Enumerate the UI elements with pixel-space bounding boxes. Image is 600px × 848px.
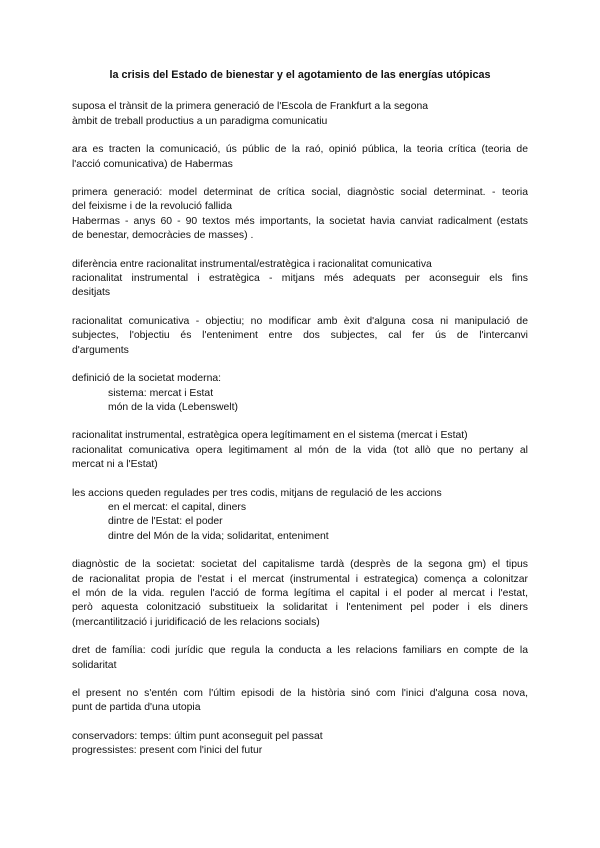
text-line: solidaritat bbox=[72, 659, 117, 671]
text-line: Habermas - anys 60 - 90 textos més importants, la societat havia canviat radicalment (estats bbox=[72, 215, 528, 227]
document-title: la crisis del Estado de bienestar y el agotamiento de las energías utópicas bbox=[109, 69, 491, 81]
paragraph-rationality-difference bbox=[72, 258, 528, 301]
indented-line: dintre de l'Estat: el poder bbox=[108, 516, 223, 528]
paragraph-family-law bbox=[72, 644, 528, 673]
paragraph-transition bbox=[72, 100, 528, 129]
text-line: de benestar, democràcies de masses) . bbox=[72, 230, 254, 242]
paragraph-modern-society bbox=[72, 372, 528, 415]
paragraph-communication bbox=[72, 143, 528, 172]
text-line: subjectes, l'objectiu és l'enteniment entre dos subjectes, cal fer ús de l'intercanvi bbox=[72, 330, 528, 342]
document-page bbox=[72, 68, 528, 773]
indented-line: sistema: mercat i Estat bbox=[108, 387, 214, 399]
paragraph-first-generation bbox=[72, 186, 528, 244]
text-line: (mercantilització i juridificació de les relacions socials) bbox=[72, 616, 320, 628]
text-line: el món de la vida. regulen l'acció de forma legítima el capital i el poder al mercat i l'estat, bbox=[72, 587, 528, 599]
text-line: racionalitat comunicativa opera legitimament al món de la vida (tot allò que no pertany al bbox=[72, 444, 528, 456]
indented-line: en el mercat: el capital, diners bbox=[108, 501, 247, 513]
text-line: però aquesta colonització substitueix la solidaritat i l'enteniment pel poder i els diners bbox=[72, 602, 528, 614]
text-line: el present no s'entén com l'últim episodi de la història sinó com l'inici d'alguna cosa nova, bbox=[72, 688, 528, 699]
text-line: racionalitat instrumental, estratègica opera legítimament en el sistema (mercat i Estat) bbox=[72, 430, 468, 442]
paragraph-conservatives-progressives bbox=[72, 730, 528, 759]
text-line: les accions queden regulades per tres codis, mitjans de regulació de les accions bbox=[72, 487, 442, 499]
text-line: desitjats bbox=[72, 287, 111, 299]
text-line: del feixisme i de la revolució fallida bbox=[72, 201, 232, 213]
text-line: diferència entre racionalitat instrumental/estratègica i racionalitat comunicativa bbox=[72, 258, 432, 270]
paragraph-society-diagnosis bbox=[72, 558, 528, 630]
text-line: definició de la societat moderna: bbox=[72, 373, 222, 385]
text-line: progressistes: present com l'inici del futur bbox=[72, 745, 263, 757]
indented-line: dintre del Món de la vida; solidaritat, enteniment bbox=[108, 530, 329, 542]
paragraph-communicative-rationality bbox=[72, 315, 528, 358]
text-line: suposa el trànsit de la primera generació de l'Escola de Frankfurt a la segona bbox=[72, 101, 429, 113]
text-line: racionalitat comunicativa - objectiu; no modificar amb èxit d'alguna cosa ni manipulació de bbox=[72, 315, 528, 327]
text-line: àmbit de treball productius a un paradigma comunicatiu bbox=[72, 115, 328, 127]
text-line: l'acció comunicativa) de Habermas bbox=[72, 158, 233, 170]
text-line: dret de família: codi jurídic que regula la conducta a les relacions familiars en compte de la bbox=[72, 645, 528, 657]
paragraph-present-utopia bbox=[72, 687, 528, 716]
indented-line: món de la vida (Lebenswelt) bbox=[108, 401, 238, 413]
text-line: ara es tracten la comunicació, ús públic de la raó, opinió pública, la teoria crítica (teoria de bbox=[72, 144, 528, 156]
text-line: de racionalitat propia de l'estat i el mercat (instrumental i estrategica) comença a colonitzar bbox=[72, 573, 528, 585]
paragraph-rationality-spheres bbox=[72, 429, 528, 472]
text-line: diagnòstic de la societat: societat del capitalisme tardà (desprès de la segona gm) el tipus bbox=[72, 559, 528, 571]
text-line: primera generació: model determinat de crítica social, diagnòstic social determinat. - teoria bbox=[72, 187, 528, 199]
paragraph-regulation-codes bbox=[72, 487, 528, 545]
text-line: mercat ni a l'Estat) bbox=[72, 459, 158, 471]
text-line: d'arguments bbox=[72, 344, 129, 356]
text-line: conservadors: temps: últim punt aconseguit pel passat bbox=[72, 730, 323, 742]
text-line: racionalitat instrumental i estratègica - mitjans més adequats per aconseguir els fins bbox=[72, 273, 528, 285]
text-line: punt de partida d'una utopia bbox=[72, 702, 201, 714]
